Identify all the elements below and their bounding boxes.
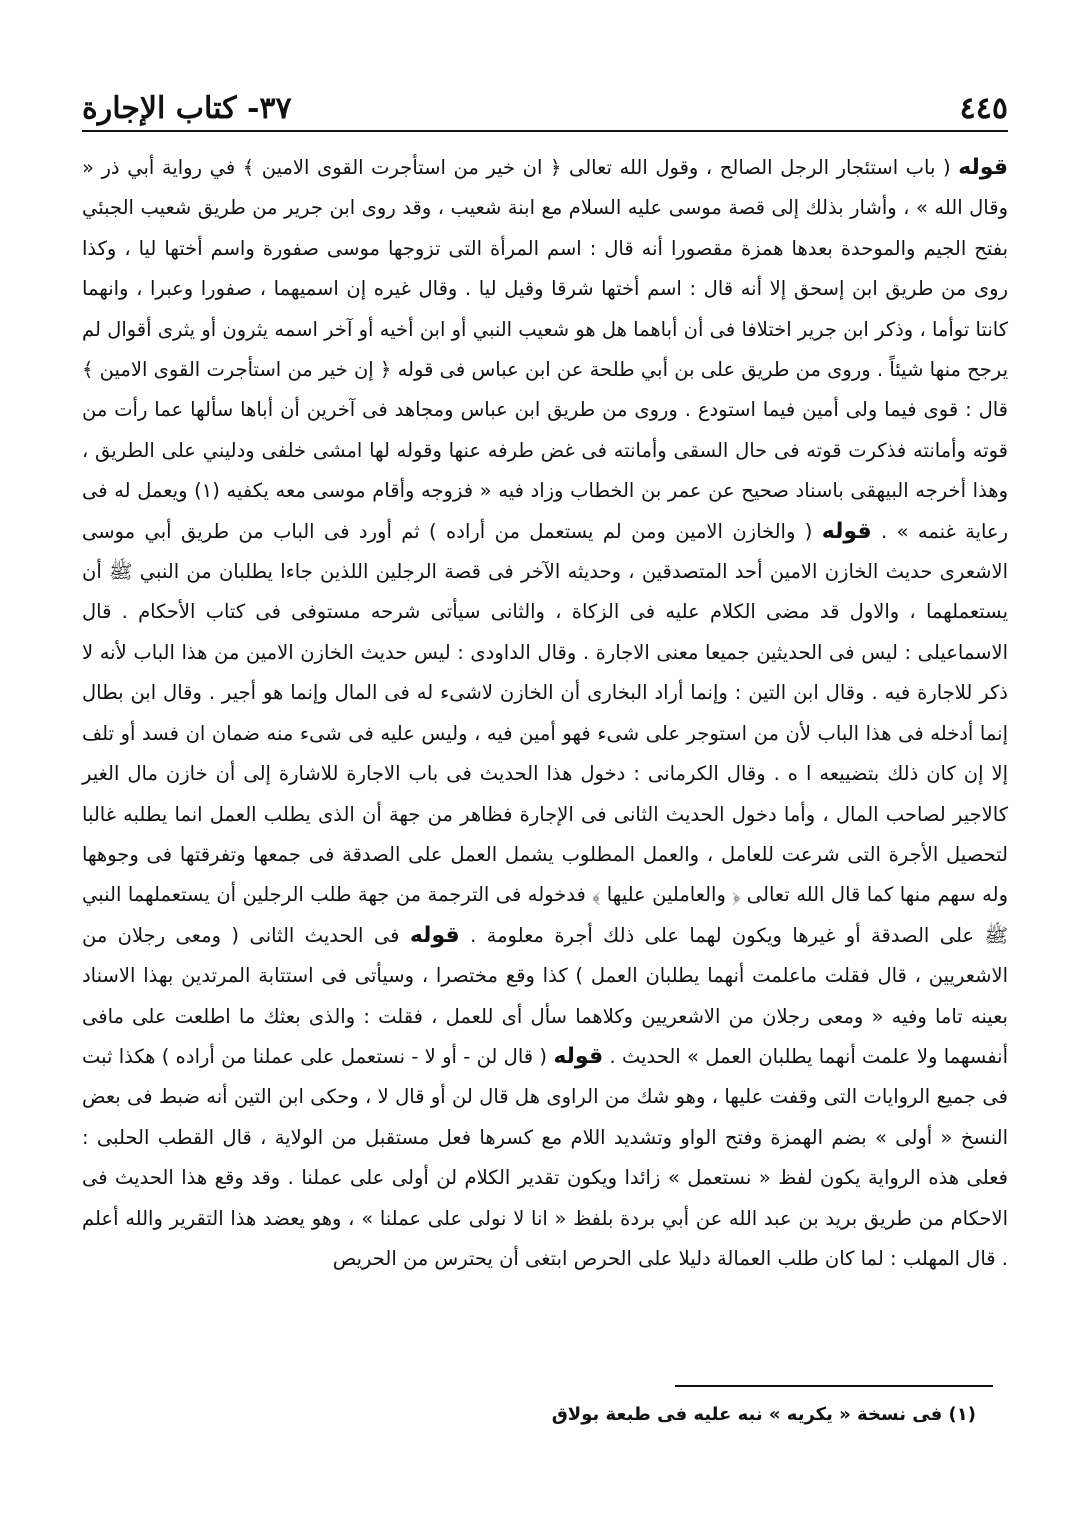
keyword-qawluhu: قوله — [821, 518, 872, 544]
keyword-qawluhu: قوله — [553, 1043, 604, 1069]
running-title: ٣٧- كتاب الإجارة — [82, 91, 292, 126]
keyword-qawluhu: قوله — [409, 922, 460, 948]
footnote: (١) فى نسخة « يكريه » نبه عليه فى طبعة بولاق — [551, 1404, 976, 1425]
paragraph-text: ( باب استئجار الرجل الصالح ، وقول الله تعالى ﴿ ان خير من استأجرت القوى الامين ﴾ في رواية أبي ذر « وقال الله » ، وأشار بذلك إلى قصة موسى عليه السلام مع ابنة شعيب ، وقد روى ابن جرير من طريق شعيب الجبئي بفتح الجيم والموحدة بعدها همزة مقصورا أنه قال : اسم المرأة التى تزوجها موسى صفورة واسم أختها ليا ، وكذا روى من طريق ابن إسحق إلا أنه قال : اسم أختها شرقا وقيل ليا . وقال غيره إن اسميهما ، صفورا وعبرا ، وانهما كانتا توأما ، وذكر ابن جرير اختلافا فى أن أباهما هل هو شعيب النبي أو ابن أخيه أو آخر اسمه يثرون أو يثرى أقوال لم يرجح منها شيئاً . وروى من طريق على بن أبي طلحة عن ابن عباس فى قوله ﴿ إن خير من استأجرت القوى الامين ﴾ قال : قوى فيما ولى أمين فيما استودع . وروى من طريق ابن عباس ومجاهد فى آخرين أن أباها سألها عما رأت من قوته وأمانته فذكرت قوته فى حال السقى وأمانته فى غض طرفه عنها وقوله لها امشى خلفى ودليني على الطريق ، وهذا أخرجه البيهقى باسناد صحيح عن عمر بن الخطاب وزاد فيه « فزوجه وأقام موسى معه يكفيه (١) ويعمل له فى رعاية غنمه » . — [82, 156, 1009, 543]
footnote-divider — [675, 1385, 993, 1387]
paragraph-text: فى الحديث الثانى ( ومعى رجلان من الاشعريين ، قال فقلت ماعلمت أنهما يطلبان العمل ) كذا وقع مختصرا ، وسيأتى فى استتابة المرتدين بهذا الاسناد بعينه تاما وفيه « ومعى رجلان من الاشعريين وكلاهما سأل أى للعمل ، فقلت : والذى بعثك ما اطلعت على مافى أنفسهما ولا علمت أنهما يطلبان العمل » الحديث . — [82, 923, 1009, 1068]
paragraph-text: ( قال لن - أو لا - نستعمل على عملنا من أراده ) هكذا ثبت فى جميع الروايات التى وقفت عليها ، وهو شك من الراوى هل قال لن أو قال لا ، وحكى ابن التين أنه ضبط فى بعض النسخ « أولى » بضم الهمزة وفتح الواو وتشديد اللام مع كسرها فعل مستقبل من الولاية ، قال القطب الحلبى : فعلى هذه الرواية يكون لفظ « نستعمل » زائدا ويكون تقدير الكلام لن أولى على عملنا . وقد وقع هذا الحديث فى الاحكام من طريق بريد بن عبد الله عن أبي بردة بلفظ « انا لا نولى على عملنا » ، وهو يعضد هذا التقرير والله أعلم . قال المهلب : لما كان طلب العمالة دليلا على الحرص ابتغى أن يحترس من الحريص — [82, 1044, 1008, 1270]
keyword-qawluhu: قوله — [958, 155, 1009, 180]
page-number: ٤٤٥ — [959, 91, 1008, 126]
paragraph — [82, 148, 1008, 1279]
main-text — [82, 148, 1008, 1279]
page-header — [82, 78, 1008, 132]
paragraph-text: ( والخازن الامين ومن لم يستعمل من أراده ) ثم أورد فى الباب من طريق أبي موسى الاشعرى حديث الخازن الامين أحد المتصدقين ، وحديثه الآخر فى قصة الرجلين اللذين جاءا يطلبان من النبي ﷺ أن يستعملهما ، والاول قد مضى الكلام عليه فى الزكاة ، والثانى سيأتى شرحه مستوفى فى كتاب الأحكام . قال الاسماعيلى : ليس فى الحديثين جميعا معنى الاجارة . وقال الداودى : ليس حديث الخازن الامين من هذا الباب لأنه لا ذكر للاجارة فيه . وقال ابن التين : وإنما أراد البخارى أن الخازن لاشىء له فى المال وإنما هو أجير . وقال ابن بطال إنما أدخله فى هذا الباب لأن من استوجر على شىء فهو أمين فيه ، وليس عليه فى شىء منه ضمان ان فسد أو تلف إلا إن كان ذلك بتضييعه ا ه . وقال الكرمانى : دخول هذا الحديث فى باب الاجارة للاشارة إلى أن خازن مال الغير كالاجير لصاحب المال ، وأما دخول الحديث الثانى فى الإجارة فظاهر من جهة أن الذى يطلب العمل انما يطلبه غالبا لتحصيل الأجرة التى شرعت للعامل ، والعمل المطلوب يشمل العمل على الصدقة فى جمعها وتفرقتها فى وجوهها وله سهم منها كما قال الله تعالى ﴿ والعاملين عليها ﴾ فدخوله فى الترجمة من جهة طلب الرجلين أن يستعملهما النبي ﷺ على الصدقة أو غيرها ويكون لهما على ذلك أجرة معلومة . — [82, 519, 1009, 947]
